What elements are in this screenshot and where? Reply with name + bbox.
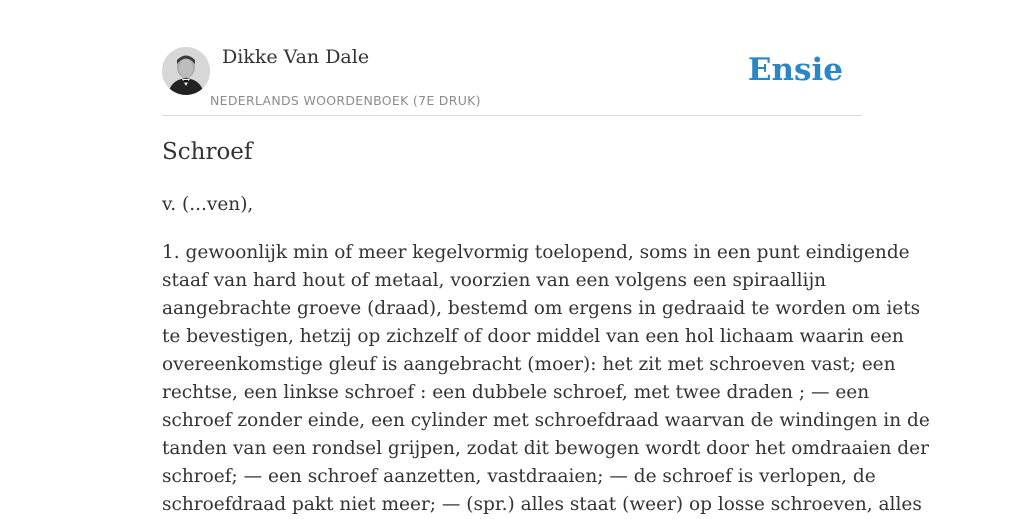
definition-line: 1. gewoonlijk min of meer kegelvormig toelopend, soms in een punt eindigende bbox=[162, 242, 910, 263]
definition-line: schroef zonder einde, een cylinder met schroefdraad waarvan de windingen in de bbox=[162, 410, 930, 431]
definition-line: aangebrachte groeve (draad), bestemd om ergens in gedraaid te worden om iets bbox=[162, 298, 921, 319]
definition-line: te bevestigen, hetzij op zichzelf of door middel van een hol lichaam waarin een bbox=[162, 326, 904, 347]
author-name[interactable]: Dikke Van Dale bbox=[222, 46, 370, 68]
grammar-note: v. (...ven), bbox=[162, 194, 254, 215]
definition-line: tanden van een rondsel grijpen, zodat dit bewogen wordt door het omdraaien der bbox=[162, 438, 929, 459]
definition-line: rechtse, een linkse schroef : een dubbele schroef, met twee draden ; — een bbox=[162, 382, 870, 403]
author-avatar[interactable] bbox=[162, 47, 210, 95]
definition-text bbox=[162, 239, 930, 519]
portrait-photo-icon bbox=[162, 47, 210, 95]
dictionary-source[interactable]: NEDERLANDS WOORDENBOEK (7E DRUK) bbox=[210, 93, 481, 108]
entry-title: Schroef bbox=[162, 139, 253, 165]
definition-line: staaf van hard hout of metaal, voorzien van een volgens een spiraallijn bbox=[162, 270, 827, 291]
entry-header bbox=[162, 46, 862, 116]
definition-line: schroefdraad pakt niet meer; — (spr.) alles staat (weer) op losse schroeven, alles bbox=[162, 494, 922, 515]
definition-line: schroef; — een schroef aanzetten, vastdraaien; — de schroef is verlopen, de bbox=[162, 466, 876, 487]
definition-line: overeenkomstige gleuf is aangebracht (moer): het zit met schroeven vast; een bbox=[162, 354, 896, 375]
site-logo[interactable]: Ensie bbox=[747, 52, 843, 88]
